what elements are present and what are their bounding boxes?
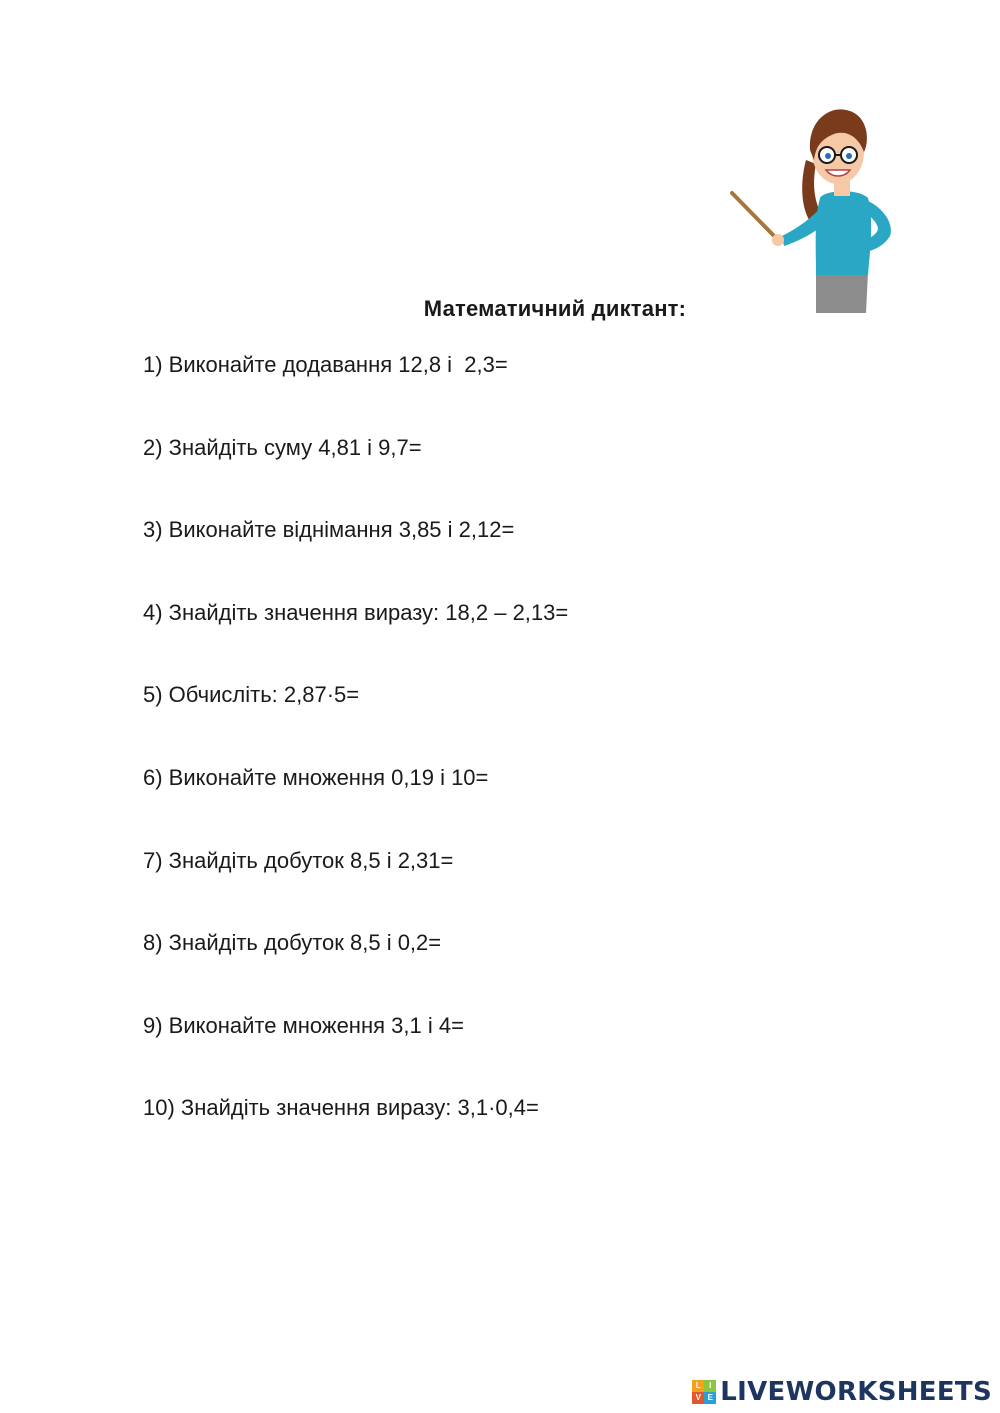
task-item-7: 7) Знайдіть добуток 8,5 і 2,31= <box>143 847 454 873</box>
task-item-10: 10) Знайдіть значення виразу: 3,1·0,4= <box>143 1095 539 1121</box>
task-item-8: 8) Знайдіть добуток 8,5 і 0,2= <box>143 930 442 956</box>
logo-letter-l: L <box>692 1380 704 1392</box>
task-list <box>143 350 568 1176</box>
task-item-6: 6) Виконайте множення 0,19 і 10= <box>143 764 489 790</box>
liveworksheets-wordmark: LIVEWORKSHEETS <box>720 1377 992 1407</box>
task-item-9: 9) Виконайте множення 3,1 і 4= <box>143 1012 464 1038</box>
logo-letter-v: V <box>692 1392 704 1404</box>
liveworksheets-logo[interactable] <box>692 1377 992 1407</box>
teacher-with-pointer-icon <box>728 100 903 315</box>
logo-letter-e: E <box>704 1392 716 1404</box>
logo-letter-i: I <box>704 1380 716 1392</box>
liveworksheets-icon <box>692 1380 716 1404</box>
task-item-2: 2) Знайдіть суму 4,81 і 9,7= <box>143 434 422 460</box>
worksheet-title: Математичний диктант: <box>423 296 687 321</box>
task-item-3: 3) Виконайте віднімання 3,85 і 2,12= <box>143 517 515 543</box>
task-item-5: 5) Обчисліть: 2,87·5= <box>143 682 360 708</box>
task-item-1: 1) Виконайте додавання 12,8 і 2,3= <box>143 352 508 377</box>
task-item-4: 4) Знайдіть значення виразу: 18,2 – 2,13= <box>143 599 569 625</box>
